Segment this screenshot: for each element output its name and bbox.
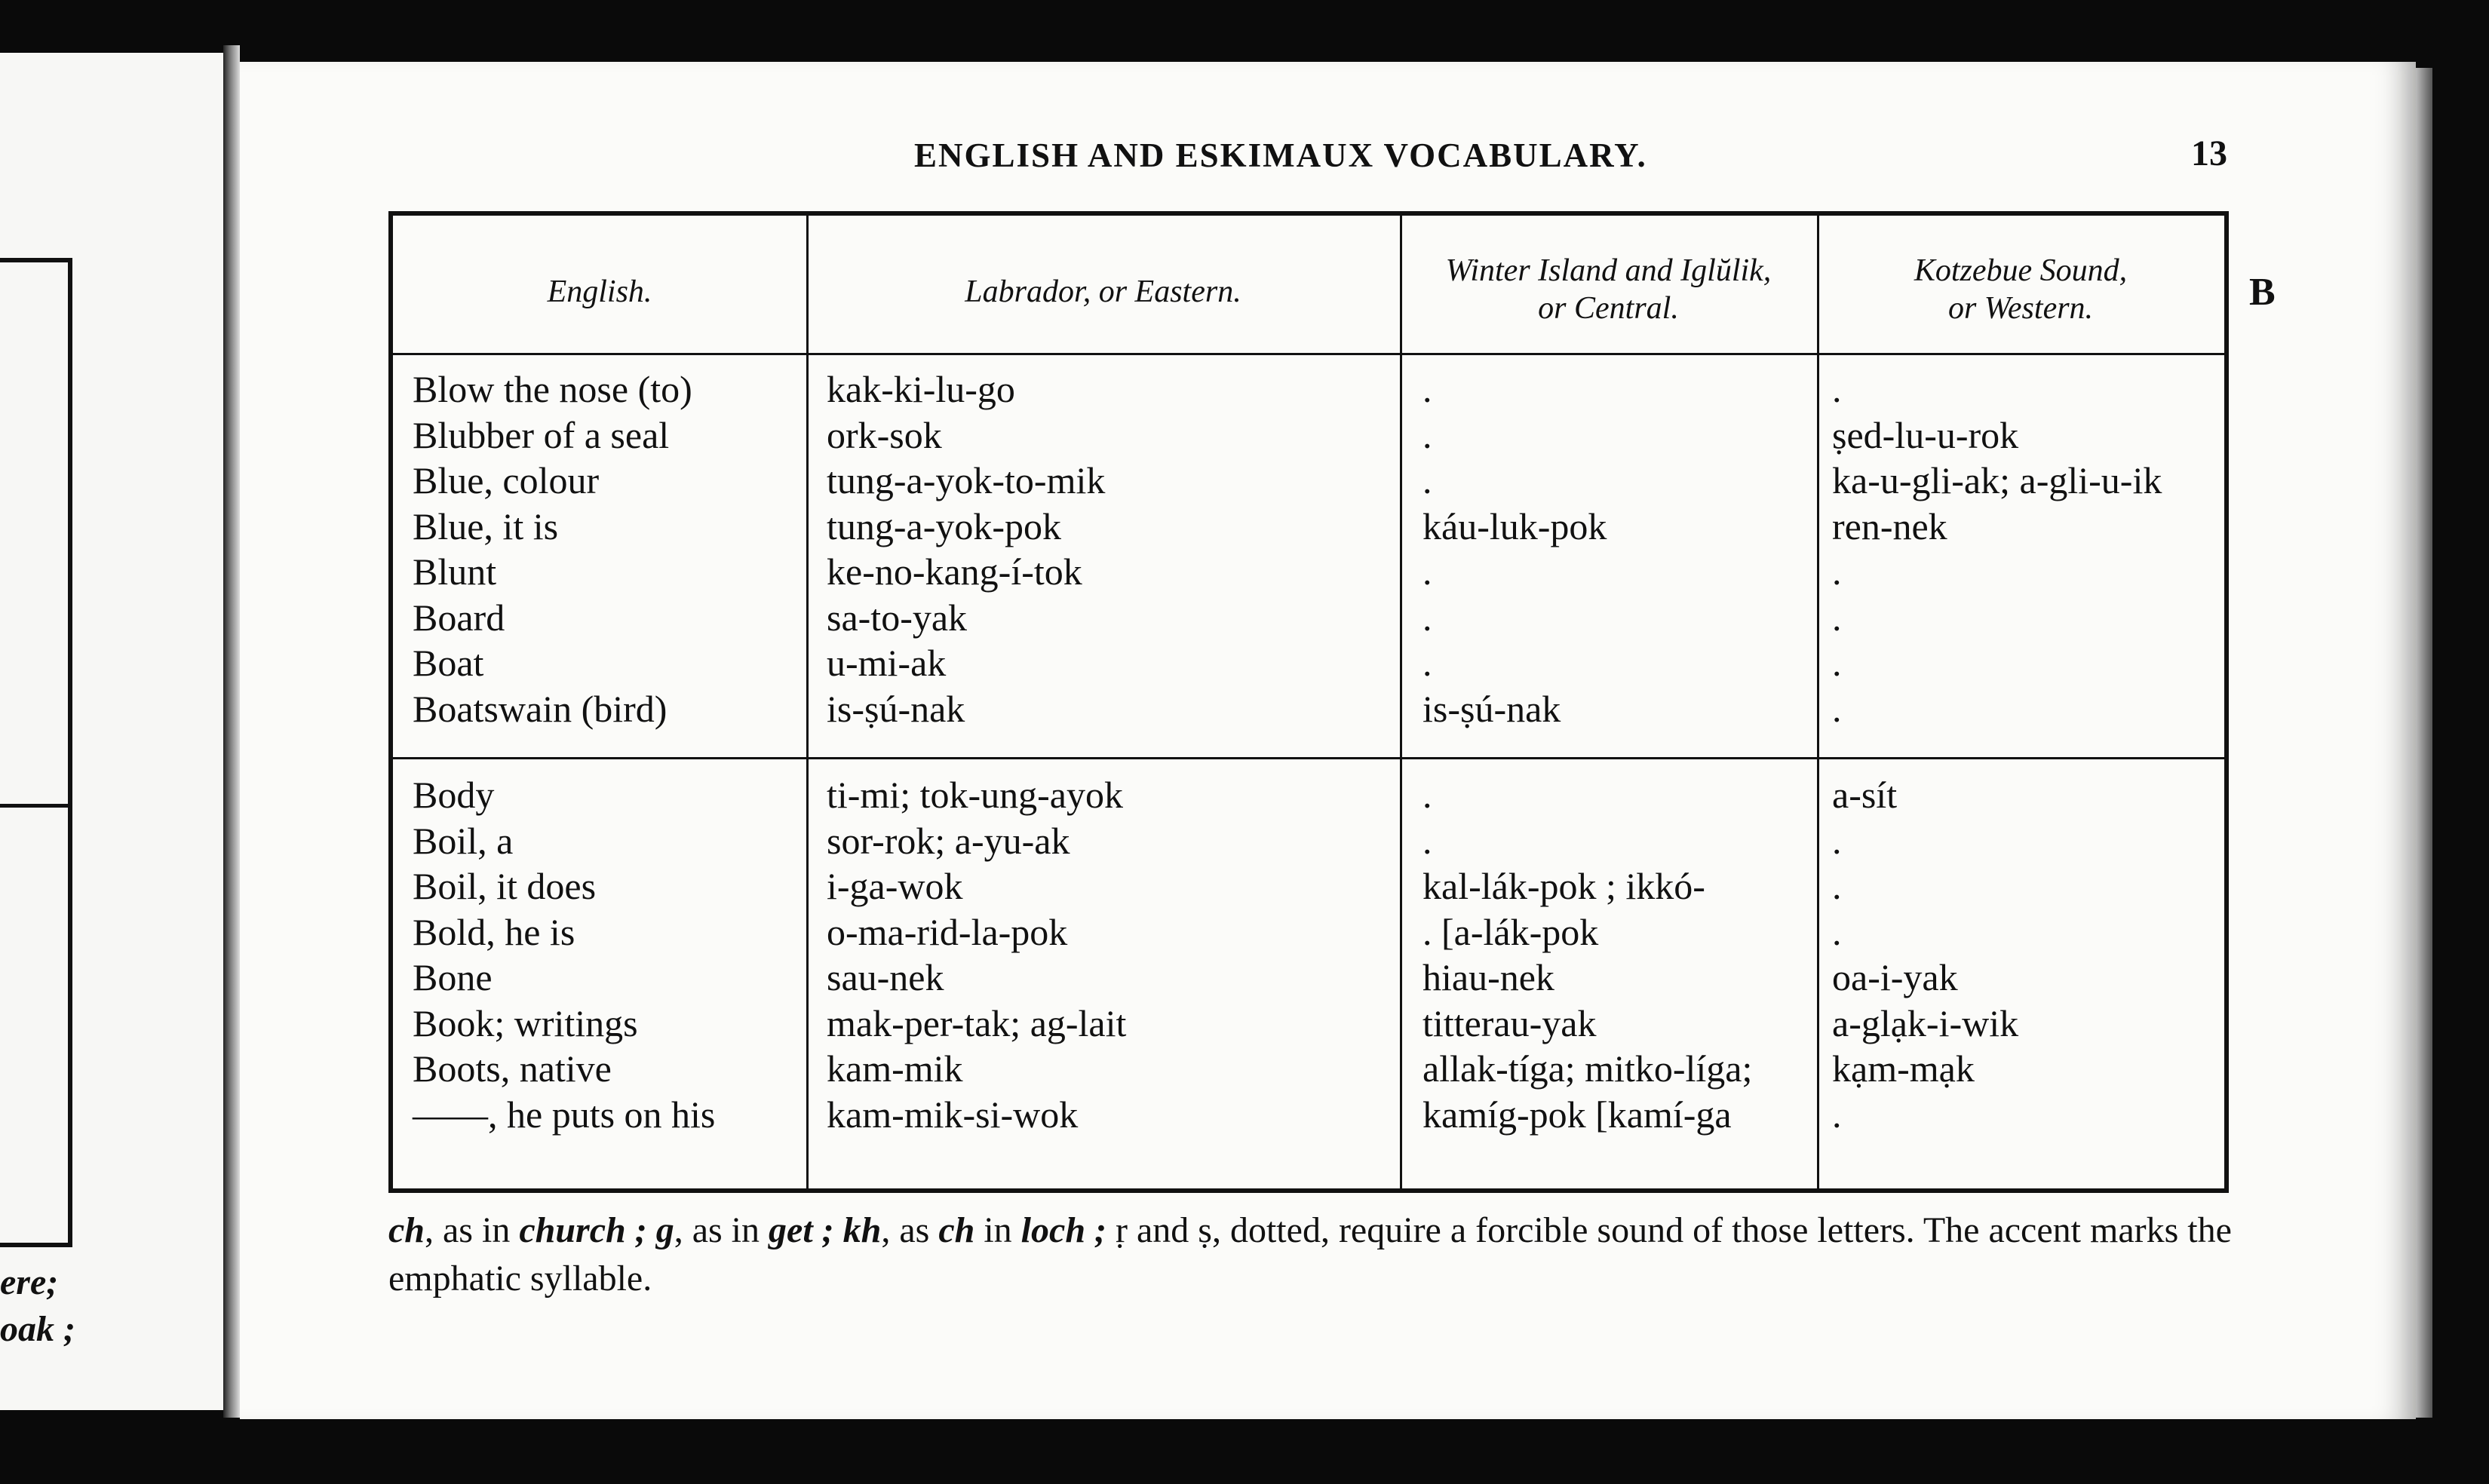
header-english: English. [547,274,652,309]
table-cell-english: Boat [413,642,484,684]
table-cell-central: . [1423,550,1432,593]
footnote-fragment: ch [938,1210,975,1250]
table-cell-central: . [1423,368,1432,410]
footnote-fragment: g [655,1210,674,1250]
table-cell-western: oa-i-yak [1832,956,1958,998]
header-labrador: Labrador, or Eastern. [965,274,1241,309]
left-page-fragment: oak ; [0,1309,75,1349]
table-cell-western: ṣed-lu-u-rok [1832,413,2019,456]
table-cell-central: hiau-nek [1423,956,1554,998]
table-cell-western: . [1832,865,1842,907]
header-western-line-2: or Western. [1947,291,2094,326]
table-cell-western: ren-nek [1832,504,1947,547]
table-cell-central: . [1423,596,1432,639]
table-cell-labrador: sau-nek [827,956,944,998]
table-cell-english: Boatswain (bird) [413,687,668,730]
table-cell-central: . [1423,642,1432,684]
footnote-fragment: in [974,1210,1021,1250]
header-central-line-2: or Central. [1538,291,1679,326]
table-cell-central: . [1423,459,1432,501]
table-cell-labrador: tung-a-yok-pok [827,504,1062,547]
running-head: ENGLISH AND ESKIMAUX VOCABULARY. [914,136,1647,174]
table-cell-central: káu-luk-pok [1423,504,1607,547]
footnote-fragment: ṛ and ṣ, dotted, require a forcible sound of those letters. The accent marks the emphatic syllable. [388,1210,2232,1298]
table-cell-central: kal-lák-pok ; ikkó- [1423,865,1705,907]
table-cell-english: Book; writings [413,1001,638,1044]
table-cell-western: . [1832,687,1842,730]
table-cell-central: . [1423,774,1432,816]
footnote-fragment: , as in [674,1210,769,1250]
table-cell-central: kamíg-pok [kamí-ga [1423,1093,1732,1136]
table-cell-western: . [1832,1093,1842,1136]
table-cell-english: Boil, it does [413,865,597,907]
table-cell-english: Boil, a [413,819,514,862]
header-central [1400,252,1817,327]
table-cell-western: . [1832,368,1842,410]
footnote-fragment: get ; [769,1210,834,1250]
table-cell-central: . [a-lák-pok [1423,910,1599,953]
table-cell-english: Blow the nose (to) [413,368,692,410]
header-western [1817,252,2224,327]
table-cell-english: Bold, he is [413,910,575,953]
table-cell-english: ——, he puts on his [413,1093,716,1136]
table-cell-labrador: i-ga-wok [827,865,963,907]
table-cell-central: is-ṣú-nak [1423,687,1561,730]
footnote-fragment [834,1210,843,1250]
page-number: 13 [2191,133,2227,173]
header-western-line-1: Kotzebue Sound, [1914,253,2128,288]
table-cell-western: . [1832,550,1842,593]
header-central-line-1: Winter Island and Iglŭlik, [1445,253,1772,288]
left-page-fragment: ere; [0,1262,59,1302]
table-cell-english: Blue, colour [413,459,600,501]
table-cell-labrador: kam-mik [827,1047,963,1090]
table-cell-english: Board [413,596,505,639]
table-cell-western: . [1832,596,1842,639]
table-cell-english: Blunt [413,550,497,593]
book-gutter [223,45,240,1418]
table-cell-english: Bone [413,956,493,998]
footnote [388,1207,2248,1303]
left-table-rule [0,804,68,808]
table-cell-english: Body [413,774,495,816]
table-cell-western: . [1832,642,1842,684]
table-cell-labrador: ti-mi; tok-ung-ayok [827,774,1123,816]
table-cell-labrador: u-mi-ak [827,642,947,684]
table-cell-labrador: sor-rok; a-yu-ak [827,819,1070,862]
table-cell-central: . [1423,819,1432,862]
table-cell-labrador: mak-per-tak; ag-lait [827,1001,1127,1044]
footnote-fragment: ch [388,1210,425,1250]
table-cell-labrador: is-ṣú-nak [827,687,965,730]
table-cell-western: kạm-mạk [1832,1047,1975,1090]
table-cell-western: . [1832,910,1842,953]
table-cell-english: Blubber of a seal [413,413,670,456]
footnote-fragment: loch ; [1020,1210,1106,1250]
table-cell-labrador: kam-mik-si-wok [827,1093,1079,1136]
table-cell-labrador: o-ma-rid-la-pok [827,910,1068,953]
table-cell-western: a-sít [1832,774,1898,816]
table-cell-western: a-glạk-i-wik [1832,1001,2019,1044]
footnote-fragment: kh [842,1210,882,1250]
column-rule [806,216,809,1188]
table-cell-english: Blue, it is [413,504,559,547]
vocabulary-table [388,211,2229,1193]
column-rule [1400,216,1402,1188]
table-cell-labrador: ke-no-kang-í-tok [827,550,1082,593]
footnote-fragment: , as [881,1210,939,1250]
table-cell-labrador: ork-sok [827,413,942,456]
table-cell-labrador: tung-a-yok-to-mik [827,459,1106,501]
table-cell-western: ka-u-gli-ak; a-gli-u-ik [1832,459,2162,501]
page-edge [2416,68,2432,1418]
left-page [0,53,231,1410]
footnote-fragment: , as in [425,1210,520,1250]
footnote-fragment [647,1210,656,1250]
table-cell-central: allak-tíga; mitko-líga; [1423,1047,1753,1090]
left-table-edge [0,258,72,1247]
table-cell-english: Boots, native [413,1047,612,1090]
table-cell-labrador: sa-to-yak [827,596,968,639]
table-cell-central: . [1423,413,1432,456]
section-rule [393,757,2224,759]
table-cell-western: . [1832,819,1842,862]
letter-marker: B [2249,271,2276,314]
header-rule [393,353,2224,355]
table-cell-labrador: kak-ki-lu-go [827,368,1015,410]
column-rule [1817,216,1819,1188]
table-cell-central: titterau-yak [1423,1001,1597,1044]
footnote-fragment: church ; [519,1210,647,1250]
